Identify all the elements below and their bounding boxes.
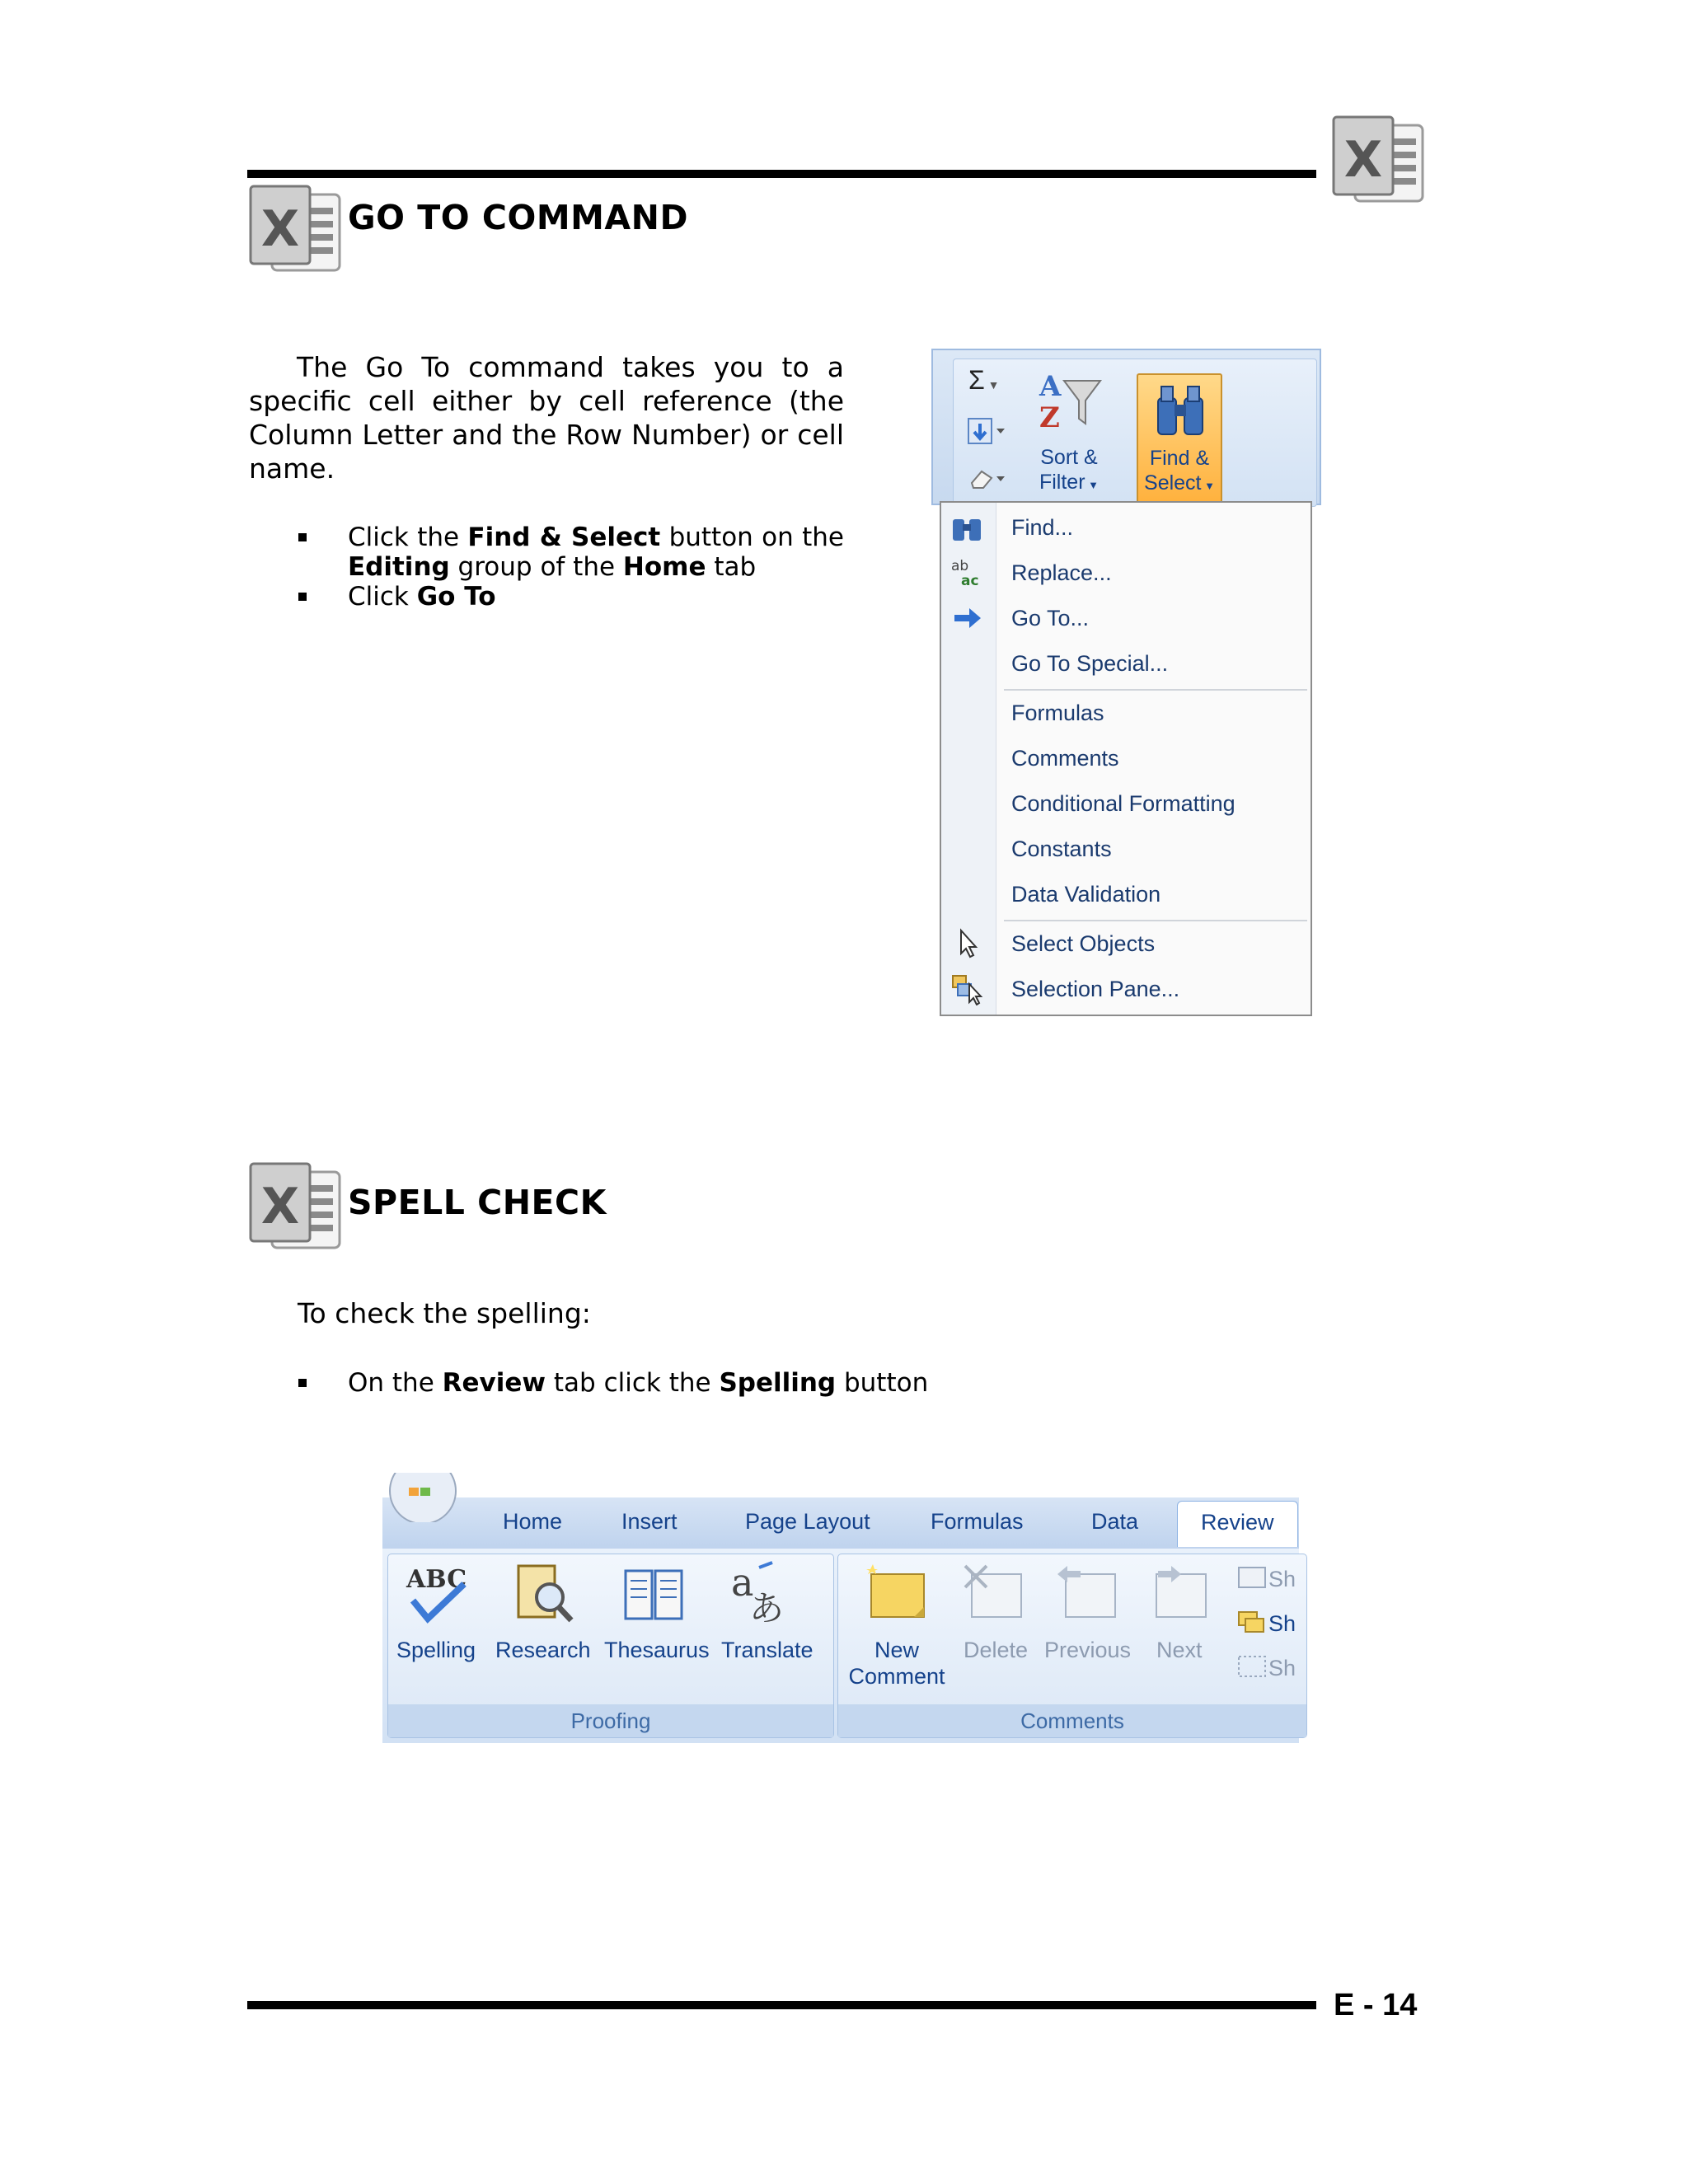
menu-item-selection-pane[interactable]: Selection Pane... <box>1011 977 1180 1001</box>
comments-group <box>837 1554 1307 1738</box>
previous-comment-icon <box>1054 1563 1120 1620</box>
binoculars-icon <box>1153 382 1207 439</box>
next-comment-button[interactable]: Next <box>1156 1638 1203 1662</box>
paragraph-text: The Go To command takes you to a specific cell either by cell reference (the Column Letter and the Row Number) or cell name. <box>249 351 844 485</box>
header-rule <box>247 170 1316 178</box>
review-ribbon-screenshot <box>382 1497 1299 1743</box>
tab-page-layout[interactable]: Page Layout <box>745 1509 870 1534</box>
list-item: On the Review tab click the Spelling button <box>249 1368 1156 1398</box>
new-comment-button[interactable]: New Comment <box>848 1638 945 1689</box>
section-paragraph: To check the spelling: <box>298 1297 591 1329</box>
autosum-icon[interactable]: Σ ▼ <box>968 365 1000 395</box>
menu-item-data-validation[interactable]: Data Validation <box>1011 882 1161 907</box>
show-hide-comment-button[interactable]: Sh <box>1268 1567 1296 1591</box>
svg-text:あ: あ <box>749 1588 785 1625</box>
selection-pane-icon <box>950 972 986 1005</box>
tab-insert[interactable]: Insert <box>621 1509 678 1534</box>
find-binoculars-icon <box>950 511 986 544</box>
thesaurus-book-icon <box>621 1559 687 1625</box>
delete-comment-icon <box>962 1563 1028 1620</box>
svg-text:ABC: ABC <box>406 1565 467 1594</box>
excel-logo-icon <box>247 183 345 275</box>
show-ink-icon <box>1236 1653 1268 1681</box>
svg-text:Z: Z <box>1039 401 1060 432</box>
excel-logo-icon <box>1330 114 1428 206</box>
review-ribbon-body <box>382 1549 1299 1743</box>
research-book-icon <box>512 1559 578 1625</box>
show-all-comments-button[interactable]: Sh <box>1268 1611 1296 1636</box>
translate-icon <box>726 1559 800 1625</box>
office-button-icon[interactable] <box>386 1473 460 1522</box>
svg-text:X: X <box>260 200 300 258</box>
list-item: Click the Find & Select button on the Editing group of the Home tab <box>249 523 844 582</box>
menu-item-select-objects[interactable]: Select Objects <box>1011 931 1156 956</box>
tab-formulas[interactable]: Formulas <box>931 1509 1024 1534</box>
editing-ribbon <box>931 349 1321 505</box>
proofing-group-label: Proofing <box>388 1704 833 1737</box>
find-select-screenshot <box>931 349 1321 1016</box>
go-to-arrow-icon <box>950 602 986 635</box>
svg-text:X: X <box>260 1178 300 1235</box>
sort-filter-icon <box>1036 366 1102 432</box>
find-select-button[interactable] <box>1137 373 1222 509</box>
excel-logo-icon <box>247 1160 345 1253</box>
next-comment-icon <box>1145 1563 1211 1620</box>
menu-item-find[interactable]: Find... <box>1011 515 1074 540</box>
find-select-menu <box>940 501 1312 1016</box>
delete-comment-button[interactable]: Delete <box>964 1638 1029 1662</box>
tab-home[interactable]: Home <box>503 1509 563 1534</box>
spelling-button[interactable]: Spelling <box>396 1638 476 1662</box>
svg-text:a: a <box>731 1560 754 1605</box>
footer-rule <box>247 2001 1316 2009</box>
show-comment-icon <box>1236 1564 1268 1592</box>
menu-item-constants[interactable]: Constants <box>1011 837 1112 861</box>
spelling-abc-check-icon <box>405 1559 471 1625</box>
fill-icon[interactable] <box>967 415 1008 448</box>
list-item: Click Go To <box>249 582 844 612</box>
replace-icon <box>950 555 986 588</box>
show-ink-button[interactable]: Sh <box>1268 1656 1296 1680</box>
menu-item-replace[interactable]: Replace... <box>1011 560 1112 585</box>
translate-button[interactable]: Translate <box>721 1638 814 1662</box>
research-button[interactable]: Research <box>495 1638 591 1662</box>
comments-group-label: Comments <box>838 1704 1306 1737</box>
bullet-list <box>249 1368 1156 1398</box>
clear-eraser-icon[interactable] <box>967 460 1008 493</box>
editing-group <box>953 359 1317 507</box>
svg-text:A: A <box>1039 370 1062 403</box>
menu-item-formulas[interactable]: Formulas <box>1011 701 1104 725</box>
menu-item-go-to[interactable]: Go To... <box>1011 606 1090 630</box>
tab-data[interactable]: Data <box>1091 1509 1139 1534</box>
ribbon-tab-bar <box>382 1497 1299 1550</box>
bullet-list <box>249 523 844 612</box>
menu-item-go-to-special[interactable]: Go To Special... <box>1011 651 1169 676</box>
select-objects-cursor-icon <box>950 927 986 960</box>
thesaurus-button[interactable]: Thesaurus <box>604 1638 710 1662</box>
menu-separator <box>1004 689 1307 691</box>
section-title: GO TO COMMAND <box>348 198 688 237</box>
svg-text:ab: ab <box>951 558 969 574</box>
sort-filter-label[interactable]: Sort & Filter ▼ <box>1039 446 1100 494</box>
find-select-label: Find & Select ▼ <box>1144 447 1215 494</box>
menu-item-comments[interactable]: Comments <box>1011 746 1119 771</box>
page-number: E - 14 <box>1334 1988 1418 2022</box>
tab-review[interactable]: Review <box>1177 1501 1298 1547</box>
section-paragraph <box>249 350 844 485</box>
new-comment-icon <box>863 1563 929 1620</box>
proofing-group <box>387 1554 834 1738</box>
show-all-comments-icon <box>1236 1609 1268 1637</box>
menu-item-conditional-formatting[interactable]: Conditional Formatting <box>1011 791 1236 816</box>
svg-text:X: X <box>1343 131 1383 189</box>
section-title: SPELL CHECK <box>348 1183 607 1222</box>
menu-separator <box>1004 920 1307 921</box>
svg-text:ac: ac <box>961 573 979 588</box>
previous-comment-button[interactable]: Previous <box>1044 1638 1132 1662</box>
